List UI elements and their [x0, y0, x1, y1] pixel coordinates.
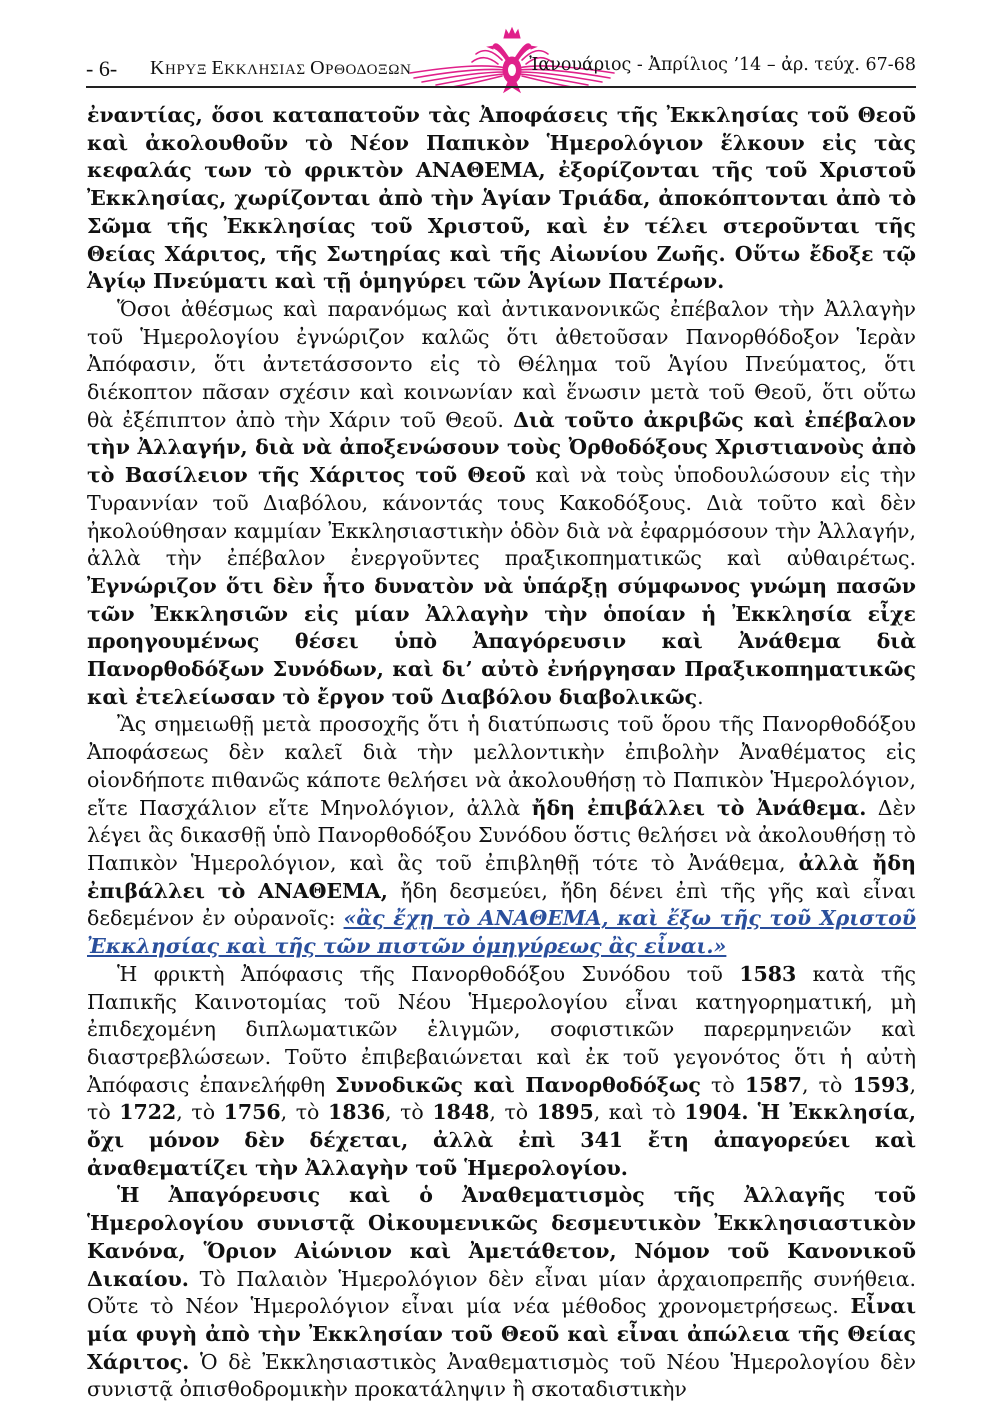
paragraph [87, 711, 916, 960]
paragraph [87, 961, 916, 1183]
bold-text: 1583 [739, 961, 797, 986]
bold-text: 1722 [119, 1100, 177, 1125]
text-run: ἤδη δεσμεύει, ἤδη δένει ἐπὶ τῆς γῆς καὶ εἶναι δεδεμένον ἐν οὐρανοῖς: [87, 878, 916, 931]
text-run: , τὸ [176, 1100, 224, 1125]
bold-text: Εἶναι μία φυγὴ ἀπὸ τὴν Ἐκκλησίαν τοῦ Θεοῦ καὶ εἶναι ἀπώλεια τῆς Θείας Χάριτος. [87, 1294, 916, 1374]
text-run: Δὲν λέγει ἂς δικασθῇ ὑπὸ Πανορθοδόξου Συνόδου ὅστις θελήσει νὰ ἀκολουθήσῃ τὸ Παπικὸν Ἡμερολόγιον, καὶ ἂς τοῦ ἐπιβληθῇ τότε τὸ Ἀνάθεμα, [87, 795, 916, 875]
bold-text: ἀλλὰ ἤδη ἐπιβάλλει τὸ ΑΝΑΘΕΜΑ, [87, 850, 916, 903]
text-run: , τὸ [801, 1072, 853, 1097]
bold-text: 1895 [536, 1100, 594, 1125]
text-run: τὸ [700, 1072, 745, 1097]
journal-title: ΚΗΡΥΞ ΕΚΚΛΗΣΙΑΣ ΟΡΘΟΔΟΞΩΝ [150, 57, 412, 79]
text-run: Ἂς σημειωθῇ μετὰ προσοχῆς ὅτι ἡ διατύπωσις τοῦ ὅρου τῆς Πανορθοδόξου Ἀποφάσεως δὲν καλεῖ διὰ τὴν μελλοντικὴν ἐπιβολὴν Ἀναθέματος εἰς οἱονδήποτε πιθανῶς κάποτε θελήσει νὰ ἀκολουθήσῃ τὸ Παπικὸν Ἡμερολόγιον, εἴτε Πασχάλιον εἴτε Μηνολόγιον, ἀλλὰ [87, 712, 916, 820]
paragraph [87, 102, 916, 296]
text-run: . [697, 684, 704, 709]
text-run: Ὁ δὲ Ἐκκλησιαστικὸς Ἀναθεματισμὸς τοῦ Νέου Ἡμερολογίου δὲν συνιστᾷ ὀπισθοδρομικὴν προκατάληψιν ἢ σκοταδιστικὴν [87, 1349, 916, 1402]
running-header [86, 44, 916, 96]
text-run: , τὸ [87, 1072, 917, 1125]
paragraph [87, 296, 916, 712]
bold-text: ἤδη ἐπιβάλλει τὸ Ἀνάθεμα. [531, 795, 867, 820]
text-run: κατὰ τῆς Παπικῆς Καινοτομίας τοῦ Νέου Ἡμερολογίου εἶναι κατηγορηματική, μὴ ἐπιδεχομένη διπλωματικῶν ἑλιγμῶν, σοφιστικῶν παρερμηνειῶν καὶ διαστρεβλώσεων. Τοῦτο ἐπιβεβαιώνεται καὶ ἐκ τοῦ γεγονότος ὅτι ἡ αὐτὴ Ἀπόφασις ἐπανελήφθη [87, 961, 916, 1097]
bold-text: 1756 [223, 1100, 281, 1125]
bold-text: ἐναντίας, ὅσοι καταπατοῦν τὰς Ἀποφάσεις τῆς Ἐκκλησίας τοῦ Θεοῦ καὶ ἀκολουθοῦν τὸ Νέον Παπικὸν Ἡμερολόγιον ἕλκουν εἰς τὰς κεφαλάς των τὸ φρικτὸν ΑΝΑΘΕΜΑ, ἐξορίζονται τῆς τοῦ Χριστοῦ Ἐκκλησίας, χωρίζονται ἀπὸ τὴν Ἁγίαν Τριάδα, ἀποκόπτονται ἀπὸ τὸ Σῶμα τῆς Ἐκκλησίας τοῦ Χριστοῦ, καὶ ἐν τέλει στεροῦνται τῆς Θείας Χάριτος, τῆς Σωτηρίας καὶ τῆς Αἰωνίου Ζωῆς. Οὕτω ἔδοξε τῷ Ἁγίῳ Πνεύματι καὶ τῇ ὁμηγύρει τῶν Ἁγίων Πατέρων. [87, 103, 916, 294]
bold-text: Ἐγνώριζον ὅτι δὲν ἦτο δυνατὸν νὰ ὑπάρξῃ σύμφωνος γνώμη πασῶν τῶν Ἐκκλησιῶν εἰς μίαν Ἀλλαγὴν τὴν ὁποίαν ἡ Ἐκκλησία εἶχε προηγουμένως θέσει ὑπὸ Ἀπαγόρευσιν καὶ Ἀνάθεμα διὰ Πανορθοδόξων Συνόδων, καὶ δι’ αὐτὸ ἐνήργησαν Πραξικοπηματικῶς καὶ ἐτελείωσαν τὸ ἔργον τοῦ Διαβόλου διαβολικῶς [87, 573, 916, 709]
text-run: καὶ νὰ τοὺς ὑποδουλώσουν εἰς τὴν Τυραννίαν τοῦ Διαβόλου, κάνοντάς τους Κακοδόξους. Διὰ τοῦτο καὶ δὲν ἠκολούθησαν καμμίαν Ἐκκλησιαστικὴν ὁδὸν διὰ νὰ ἐφαρμόσουν τὴν Ἀλλαγήν, ἀλλὰ τὴν ἐπέβαλον ἐνεργοῦντες πραξικοπηματικῶς καὶ αὐθαιρέτως. [87, 463, 916, 571]
text-run: Ὅσοι ἀθέσμως καὶ παρανόμως καὶ ἀντικανονικῶς ἐπέβαλον τὴν Ἀλλαγὴν τοῦ Ἡμερολογίου ἐγνώριζον καλῶς ὅτι ἀθετοῦσαν Πανορθόδοξον Ἱερὰν Ἀπόφασιν, ὅτι ἀντετάσσοντο εἰς τὸ Θέλημα τοῦ Ἁγίου Πνεύματος, ὅτι διέκοπτον πᾶσαν σχέσιν καὶ κοινωνίαν καὶ ἕνωσιν μετὰ τοῦ Θεοῦ, ὅτι οὕτω θὰ ἐξέπιπτον ἀπὸ τὴν Χάριν τοῦ Θεοῦ. [87, 296, 916, 432]
text-run: Τὸ Παλαιὸν Ἡμερολόγιον δὲν εἶναι μίαν ἀρχαιοπρεπῆς συνήθεια. Οὔτε τὸ Νέον Ἡμερολόγιον εἶναι μία νέα μέθοδος χρονομετρήσεως. [87, 1266, 916, 1319]
anathema-quote: «ἂς ἔχῃ τὸ ΑΝΑΘΕΜΑ, καὶ ἔξω τῆς τοῦ Χριστοῦ Ἐκκλησίας καὶ τῆς τῶν πιστῶν ὁμηγύρεως ἂς εἶναι.» [87, 906, 917, 959]
issue-info: Ἰανουάριος - Ἀπρίλιος ’14 – ἀρ. τεύχ. 67-68 [529, 55, 916, 75]
bold-text: 1904. Ἡ Ἐκκλησία, ὄχι μόνον δὲν δέχεται, ἀλλὰ ἐπὶ 341 ἔτη ἀπαγορεύει καὶ ἀναθεματίζει τὴν Ἀλλαγὴν τοῦ Ἡμερολογίου. [87, 1100, 917, 1180]
text-run: , τὸ [385, 1100, 433, 1125]
page-number: - 6- [86, 56, 118, 81]
text-run: , τὸ [489, 1100, 537, 1125]
paragraph [87, 1182, 916, 1404]
header-divider [86, 86, 916, 88]
bold-text: 1587 [744, 1072, 802, 1097]
text-run: Ἡ φρικτὴ Ἀπόφασις τῆς Πανορθοδόξου Συνόδου τοῦ [117, 961, 740, 986]
bold-text: Συνοδικῶς καὶ Πανορθοδόξως [335, 1072, 701, 1097]
bold-text: Διὰ τοῦτο ἀκριβῶς καὶ ἐπέβαλον τὴν Ἀλλαγήν, διὰ νὰ ἀποξενώσουν τοὺς Ὀρθοδόξους Χριστιανοὺς ἀπὸ τὸ Βασίλειον τῆς Χάριτος τοῦ Θεοῦ [87, 407, 916, 488]
bold-text: 1593 [852, 1072, 910, 1097]
bold-text: 1848 [432, 1100, 490, 1125]
text-run: , καὶ τὸ [593, 1100, 685, 1125]
bold-text: 1836 [327, 1100, 386, 1125]
article-body [87, 102, 916, 1404]
bold-text: Ἡ Ἀπαγόρευσις καὶ ὁ Ἀναθεματισμὸς τῆς Ἀλλαγῆς τοῦ Ἡμερολογίου συνιστᾷ Οἰκουμενικῶς δεσμευτικὸν Ἐκκλησιαστικὸν Κανόνα, Ὅριον Αἰώνιον καὶ Ἀμετάθετον, Νόμον τοῦ Κανονικοῦ Δικαίου. [87, 1183, 916, 1291]
text-run: , τὸ [280, 1100, 328, 1125]
